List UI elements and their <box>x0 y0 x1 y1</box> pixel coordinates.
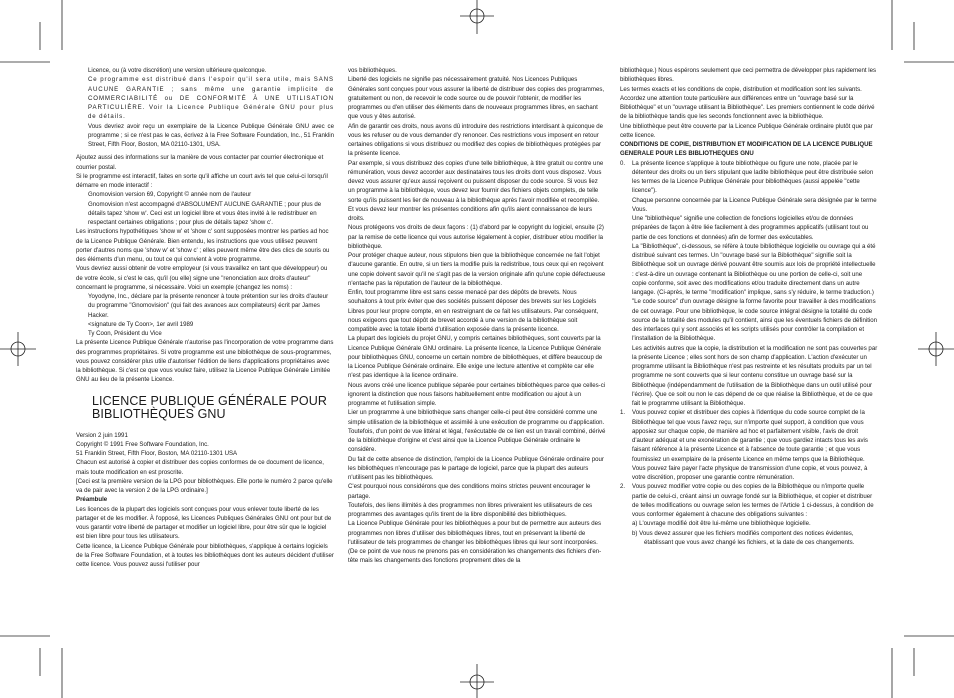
paragraph: Chacun est autorisé à copier et distribuer des copies conformes de ce document de licence, mais toute modification en est proscrite. <box>76 459 324 476</box>
paragraph: Vous devriez aussi obtenir de votre employeur (si vous travaillez en tant que développeur) ou de votre école, si c'est le cas, qu'il (ou elle) signe une "renonciation aux droits d'auteur" concernant le programme, si nécessaire. Voici un exemple (changez les noms) : <box>76 265 328 291</box>
paragraph: Toutefois, des liens illimités à des programmes non libres priveraient les utilisateurs de ces programmes des avantages qu'ils tirent de la libre disponibilité des bibliothèques. <box>348 501 593 518</box>
paragraph: Les termes exacts et les conditions de copie, distribution et modification sont les suivants. Accordez une attention toute particulière aux différences entre un "ouvrage basé sur la Bibliothèque" et un "ouvrage utilisant la Bibliothèque". Les premiers contiennent le code dérivé de la bibliothèque tandis que les seconds fonctionnent avec la bibliothèque. <box>620 85 875 121</box>
preamble-heading: Préambule <box>76 496 108 504</box>
paragraph: "Le code source" d'un ouvrage désigne la forme favorite pour travailler à des modifications de cet ouvrage. Pour une bibliothèque, le code source intégral désigne la totalité du code source de la totalité des modules qu'il contient, ainsi que les éventuels fichiers de définition des interfaces qui y sont associés et les scripts utilisés pour contrôler la compilation et l'installation de la Bibliothèque. <box>632 298 878 343</box>
paragraph: Les activités autres que la copie, la distribution et la modification ne sont pas couvertes par la présente Licence ; elles sont hors de son champ d'application. L'action d'exécuter un programme utilisant la Bibliothèque n'est pas restreinte et les résultats produits par un tel programme ne sont couverts que si leur contenu constitue un ouvrage basé sur la Bibliothèque (indépendamment de l'utilisation de la Bibliothèque dans un outil utilisé pour l'écrire). Que ce soit ou non le cas dépend de ce que réalise la Bibliothèque, et de ce que fait le programme utilisant la Bibliothèque. <box>632 344 878 407</box>
paragraph: Vous pouvez copier et distribuer des copies à l'identique du code source complet de la Bibliothèque tel que vous l'avez reçu, sur n'importe quel support, à condition que vous apposiez sur chaque copie, de manière ad hoc et parfaitement visible, l'avis de droit d'auteur adéquat et une exonération de garantie ; que vous gardiez intacts tous les avis faisant référence à la présente Licence et à l'absence de toute garantie ; et que vous fournissiez un exemplaire de la présente Licence en même temps que la Bibliothèque. <box>632 409 868 463</box>
paragraph: vos bibliothèques. <box>348 67 397 74</box>
paragraph: Nous avons créé une licence publique séparée pour certaines bibliothèques parce que celles-ci ignorent la distinction que nous faisons habituellement entre modification ou ajout à un programme et l'utilisation simple. <box>348 381 606 407</box>
paragraph: Nous protégeons vos droits de deux façons : (1) d'abord par le copyright du logiciel, ensuite (2) par la remise de cette licence qui vous autorise légalement à copier, distribuer et/ou modifier la bibliothèque. <box>348 224 604 250</box>
paragraph: C'est pourquoi nous considérons que des conditions moins strictes peuvent encourager le partage. <box>348 483 591 500</box>
paragraph: La présente licence s'applique à toute bibliothèque ou figure une note, placée par le détenteur des droits ou un tiers stipulant que ladite bibliothèque peut être distribuée selon les termes de la Licence Publique Générale pour bibliothèques (aussi appelée "cette licence"). <box>632 159 874 195</box>
article-number: 1. <box>620 409 626 417</box>
article-1 <box>620 408 878 482</box>
sub-item-b: b) Vous devez assurer que les fichiers modifiés comportent des notices évidentes, établissant que vous avez changé les fichiers, et la date de ces changements. <box>632 529 855 546</box>
paragraph: Licence, ou (à votre discrétion) une version ultérieure quelconque. <box>88 67 267 74</box>
paragraph: Une "bibliothèque" signifie une collection de fonctions logicielles et/ou de données préparées de façon à être liée facilement à des programmes applicatifs (utilisant tout ou partie de ces fonctions et données) afin de former des exécutables. <box>632 215 869 241</box>
paragraph: Chaque personne concernée par la Licence Publique Générale sera désignée par le terme Vous. <box>632 196 877 213</box>
text-column-2 <box>348 66 606 566</box>
article-number: 2. <box>620 483 626 491</box>
sub-item-a: a) L'ouvrage modifié doit être lui-même une bibliothèque logicielle. <box>632 520 811 528</box>
paragraph: La Licence Publique Générale pour les bibliothèques a pour but de permettre aux auteurs des programmes non libres d'utiliser des bibliothèques libres, tout en préservant la liberté de l'utilisateur de tels programmes de changer les bibliothèques libres qui leur sont incorporées. <box>348 520 602 546</box>
conditions-heading: CONDITIONS DE COPIE, DISTRIBUTION ET MODIFICATION DE LA LICENCE PUBLIQUE GENERALE POUR LES BIBLIOTHEQUES GNU <box>620 141 873 158</box>
paragraph: Cette licence, la Licence Publique Générale pour bibliothèques, s'applique à certains logiciels de la Free Software Foundation, et à toutes les bibliothèques dont les auteurs décident d'utiliser cette licence. Vous pouvez aussi l'utiliser pour <box>76 542 334 568</box>
signature-line: <signature de Ty Coon>, 1er avril 1989 <box>88 320 194 328</box>
paragraph: Du fait de cette absence de distinction, l'emploi de la Licence Publique Générale ordinaire pour les bibliothèques n'encourage pas le partage de logiciel, parce que la plupart des auteurs n'utilisent pas les bibliothèques. <box>348 455 604 481</box>
paragraph: Par exemple, si vous distribuez des copies d'une telle bibliothèque, à titre gratuit ou contre une rémunération, vous devez accorder aux destinataires tous les droits dont vous disposez. Vous devez vous assurer qu'eux aussi reçoivent ou puissent disposer du code source. Si vous liez un programme à la bibliothèque, vous devez leur fournir des fichiers objets complets, de telle sorte qu'ils puissent les lier de nouveau à la bibliothèque après l'avoir modifiée et recompilée. Et vous devez leur montrer les présentes conditions afin qu'ils aient connaissance de leurs droits. <box>348 159 604 222</box>
paragraph: Vous devriez avoir reçu un exemplaire de la Licence Publique Générale GNU avec ce programme ; si ce n'est pas le cas, écrivez à la Free Software Foundation, Inc., 51 Franklin Street, Fifth Floor, Boston, MA 02110-1301, USA. <box>88 122 334 148</box>
paragraph: Une bibliothèque peut être couverte par la Licence Publique Générale ordinaire plutôt que par cette licence. <box>620 122 873 139</box>
paragraph: Lier un programme à une bibliothèque sans changer celle-ci peut être considéré comme une simple utilisation de la bibliothèque et assimilé à une exécution de programme ou d'application. Toutefois, d'un point de vue littéral et légal, l'exécutable de ce lien est un travail combiné, dérivé de la bibliothèque d'origine et c'est ainsi que la Licence Publique Générale ordinaire le considère. <box>348 409 606 454</box>
paragraph: Liberté des logiciels ne signifie pas nécessairement gratuité. Nos Licences Publiques Générales sont conçues pour vous assurer la liberté de distribuer des copies des programmes, gratuitement ou non, de recevoir le code source ou de pouvoir l'obtenir, de modifier les programmes ou d'en utiliser des éléments dans de nouveaux programmes libres, en sachant que vous y êtes autorisé. <box>348 76 605 121</box>
article-2 <box>620 482 878 547</box>
text-column-1 <box>76 66 334 569</box>
warranty-paragraph: Ce programme est distribué dans l'espoir qu'il sera utile, mais SANS AUCUNE GARANTIE ; sans même une garantie implicite de COMMERCIABILITÉ ou DE CONFORMITÉ À UNE UTILISATION PARTICULIÈRE. Voir la Licence Publique Générale GNU pour plus de détails. <box>88 76 334 121</box>
address-line: 51 Franklin Street, Fifth Floor, Boston, MA 02110-1301 USA <box>76 450 238 457</box>
paragraph: Les instructions hypothétiques 'show w' et 'show c' sont supposées montrer les parties ad hoc de la Licence Publique Générale. Bien entendu, les instructions que vous utilisez peuvent porter d'autres noms que 'show w' et 'show c' ; elles peuvent même être des clics de souris ou des éléments d'un menu, ou tout ce qui convient à votre programme. <box>76 228 330 263</box>
paragraph: La "Bibliothèque", ci-dessous, se réfère à toute bibliothèque logicielle ou ouvrage qui a été distribué suivant ces termes. Un "ouvrage basé sur la Bibliothèque" signifie soit la Bibliothèque soit un ouvrage dérivé pouvant être soumis aux lois de propriété intellectuelle : c'est-à-dire un ouvrage contenant la Bibliothèque ou une portion de celle-ci, soit une copie conforme, soit avec des modifications et/ou traduite directement dans un autre langage. (Ci-après, le terme "modification" implique, sans s'y réduire, le terme traduction.) <box>632 242 876 296</box>
version-line: Version 2 juin 1991 <box>76 431 128 439</box>
disclaimer-sample: Yoyodyne, Inc., déclare par la présente renoncer à toute prétention sur les droits d'auteur du programme "Gnomovision" (qui fait des avances aux compilateurs) écrit par James Hacker. <box>88 293 329 319</box>
paragraph: bibliothèque.) Nous espérons seulement que ceci permettra de développer plus rapidement les bibliothèques libres. <box>620 67 877 84</box>
paragraph: Si le programme est interactif, faites en sorte qu'il affiche un court avis tel que celui-ci lorsqu'il démarre en mode interactif : <box>76 172 328 189</box>
text-column-3 <box>620 66 878 547</box>
paragraph: Vous pouvez modifier votre copie ou des copies de la Bibliothèque ou n'importe quelle partie de celui-ci, créant ainsi un ouvrage fondé sur la Bibliothèque, et copier et distribuer de telles modifications ou ouvrage selon les termes de l'Article 1 ci-dessus, à condition de vous conformer également à chacune des obligations suivantes : <box>632 483 874 518</box>
article-number: 0. <box>620 159 626 167</box>
signatory-line: Ty Coon, Président du Vice <box>88 330 162 337</box>
copyright-line: Copyright © 1991 Free Software Foundation, Inc. <box>76 440 209 448</box>
paragraph: [Ceci est la première version de la LPG pour bibliothèques. Elle porte le numéro 2 parce qu'elle va de pair avec la version 2 de la LPG ordinaire.] <box>76 477 333 494</box>
paragraph: Vous pouvez faire payer l'acte physique de transmission d'une copie, et vous pouvez, à votre discrétion, proposer une garantie contre rémunération. <box>632 464 868 481</box>
section-title: LICENCE PUBLIQUE GÉNÉRALE POUR BIBLIOTHÈQUES GNU <box>92 393 328 421</box>
paragraph: (De ce point de vue nous ne prenons pas en considération les changements des fichiers d'en-tête mais les changements des fonctions proprement dites de la <box>348 548 602 565</box>
paragraph: La présente Licence Publique Générale n'autorise pas l'incorporation de votre programme dans des programmes propriétaires. Si votre programme est une bibliothèque de sous-programmes, vous pouvez considérer plus utile d'autoriser l'édition de liens d'applications propriétaires avec la bibliothèque. Si c'est ce que vous voulez faire, utilisez la Licence Publique Générale Limitée GNU au lieu de la présente Licence. <box>76 339 334 384</box>
paragraph: Pour protéger chaque auteur, nous stipulons bien que la bibliothèque concernée ne fait l'objet d'aucune garantie. En outre, si un tiers la modifie puis la redistribue, tous ceux qui en reçoivent une copie doivent savoir qu'il ne s'agit pas de la version originale afin qu'une copie défectueuse n'entache pas la réputation de l'auteur de la bibliothèque. <box>348 252 606 287</box>
article-0 <box>620 159 878 409</box>
paragraph: Les licences de la plupart des logiciels sont conçues pour vous enlever toute liberté de les partager et de les modifier. À l'opposé, les Licences Publiques Générales GNU ont pour but de vous garantir votre liberté de partager et modifier un logiciel libre, pour être sûr que le logiciel est bien libre pour tous les utilisateurs. <box>76 505 332 541</box>
paragraph: Afin de garantir ces droits, nous avons dû introduire des restrictions interdisant à quiconque de vous les refuser ou de vous demander d'y renoncer. Ces restrictions vous imposent en retour certaines obligations si vous distribuez ou modifiez des copies de bibliothèques protégées par la présente licence. <box>348 122 604 158</box>
paragraph: La plupart des logiciels du projet GNU, y compris certaines bibliothèques, sont couverts par la Licence Publique Générale GNU ordinaire. La présente licence, la Licence Publique Générale pour bibliothèques GNU, concerne un certain nombre de bibliothèques, et diffère beaucoup de la Licence Publique Générale ordinaire. Elle exige une lecture attentive et complète car elle n'est pas identique à la licence ordinaire. <box>348 335 603 380</box>
paragraph: Ajoutez aussi des informations sur la manière de vous contacter par courrier électronique et courrier postal. <box>76 154 324 171</box>
paragraph: Enfin, tout programme libre est sans cesse menacé par des dépôts de brevets. Nous souhaitons à tout prix éviter que des sociétés puissent déposer des brevets sur les Logiciels Libres pour leur propre compte, en en restreignant de ce fait les utilisateurs. Par conséquent, nous exigeons que tout dépôt de brevet accordé à une version de la bibliothèque soit compatible avec la totale liberté d'utilisation exposée dans la présente licence. <box>348 289 599 333</box>
sample-notice-line: Gnomovision version 69, Copyright © année nom de l'auteur <box>88 191 252 199</box>
sample-notice-line: Gnomovision n'est accompagné d'ABSOLUMENT AUCUNE GARANTIE ; pour plus de détails tapez 'show w'. Ceci est un logiciel libre et vous êtes invité à le redistribuer en respectant certaines obligations ; pour plus de détails tapez 'show c'. <box>88 200 322 226</box>
